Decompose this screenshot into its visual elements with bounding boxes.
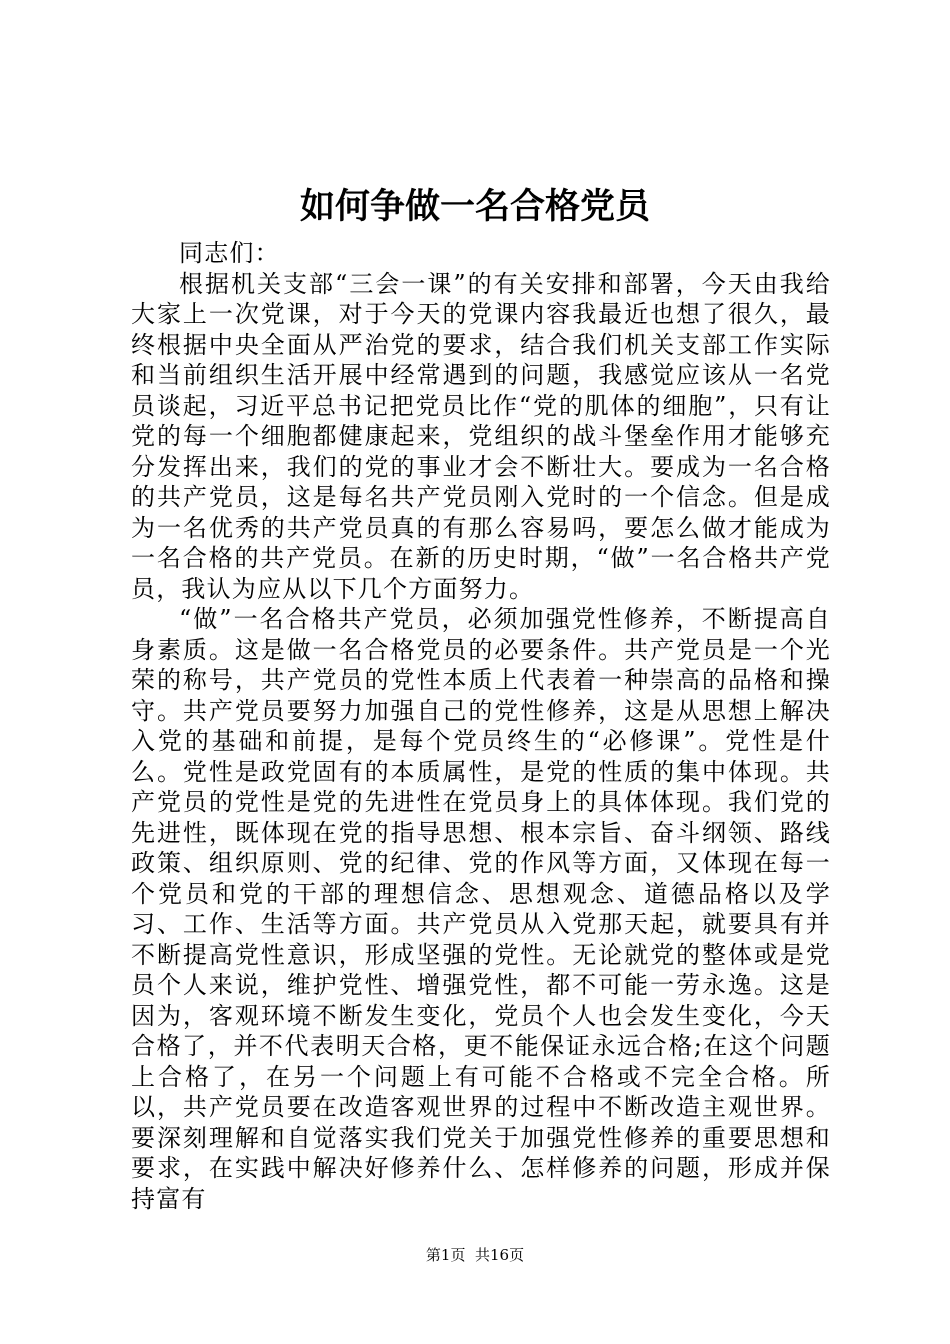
page-footer bbox=[0, 1244, 950, 1266]
party-spirit-paragraph: “做”一名合格共产党员，必须加强党性修养，不断提高自身素质。这是做一名合格党员的必要条件。共产党员是一个光荣的称号，共产党员的党性本质上代表着一种崇高的品格和操守。共产党员要努力加强自己的党性修养，这是从思想上解决入党的基础和前提，是每个党员终生的“必修课”。党性是什么。党性是政党固有的本质属性，是党的性质的集中体现。共产党员的党性是党的先进性在党员身上的具体体现。我们党的先进性，既体现在党的指导思想、根本宗旨、奋斗纲领、路线政策、组织原则、党的纪律、党的作风等方面，又体现在每一个党员和党的干部的理想信念、思想观念、道德品格以及学习、工作、生活等方面。共产党员从入党那天起，就要具有并不断提高党性意识，形成坚强的党性。无论就党的整体或是党员个人来说，维护党性、增强党性，都不可能一劳永逸。这是因为，客观环境不断发生变化，党员个人也会发生变化，今天合格了，并不代表明天合格，更不能保证永远合格;在这个问题上合格了，在另一个问题上有可能不合格或不完全合格。所以，共产党员要在改造客观世界的过程中不断改造主观世界。要深刻理解和自觉落实我们党关于加强党性修养的重要思想和要求，在实践中解决好修养什么、怎样修养的问题，形成并保持富有 bbox=[131, 605, 831, 1213]
document-body bbox=[131, 238, 831, 1214]
document-title: 如何争做一名合格党员 bbox=[299, 186, 650, 227]
intro-paragraph: 根据机关支部“三会一课”的有关安排和部署，今天由我给大家上一次党课，对于今天的党课内容我最近也想了很久，最终根据中央全面从严治党的要求，结合我们机关支部工作实际和当前组织生活开展中经常遇到的问题，我感觉应该从一名党员谈起，习近平总书记把党员比作“党的肌体的细胞”，只有让党的每一个细胞都健康起来，党组织的战斗堡垒作用才能够充分发挥出来，我们的党的事业才会不断壮大。要成为一名合格的共产党员，这是每名共产党员刚入党时的一个信念。但是成为一名优秀的共产党员真的有那么容易吗，要怎么做才能成为一名合格的共产党员。在新的历史时期，“做”一名合格共产党员，我认为应从以下几个方面努力。 bbox=[131, 269, 831, 603]
salutation-paragraph: 同志们： bbox=[179, 239, 280, 267]
page-number: 第1页 共16页 bbox=[425, 1246, 525, 1264]
